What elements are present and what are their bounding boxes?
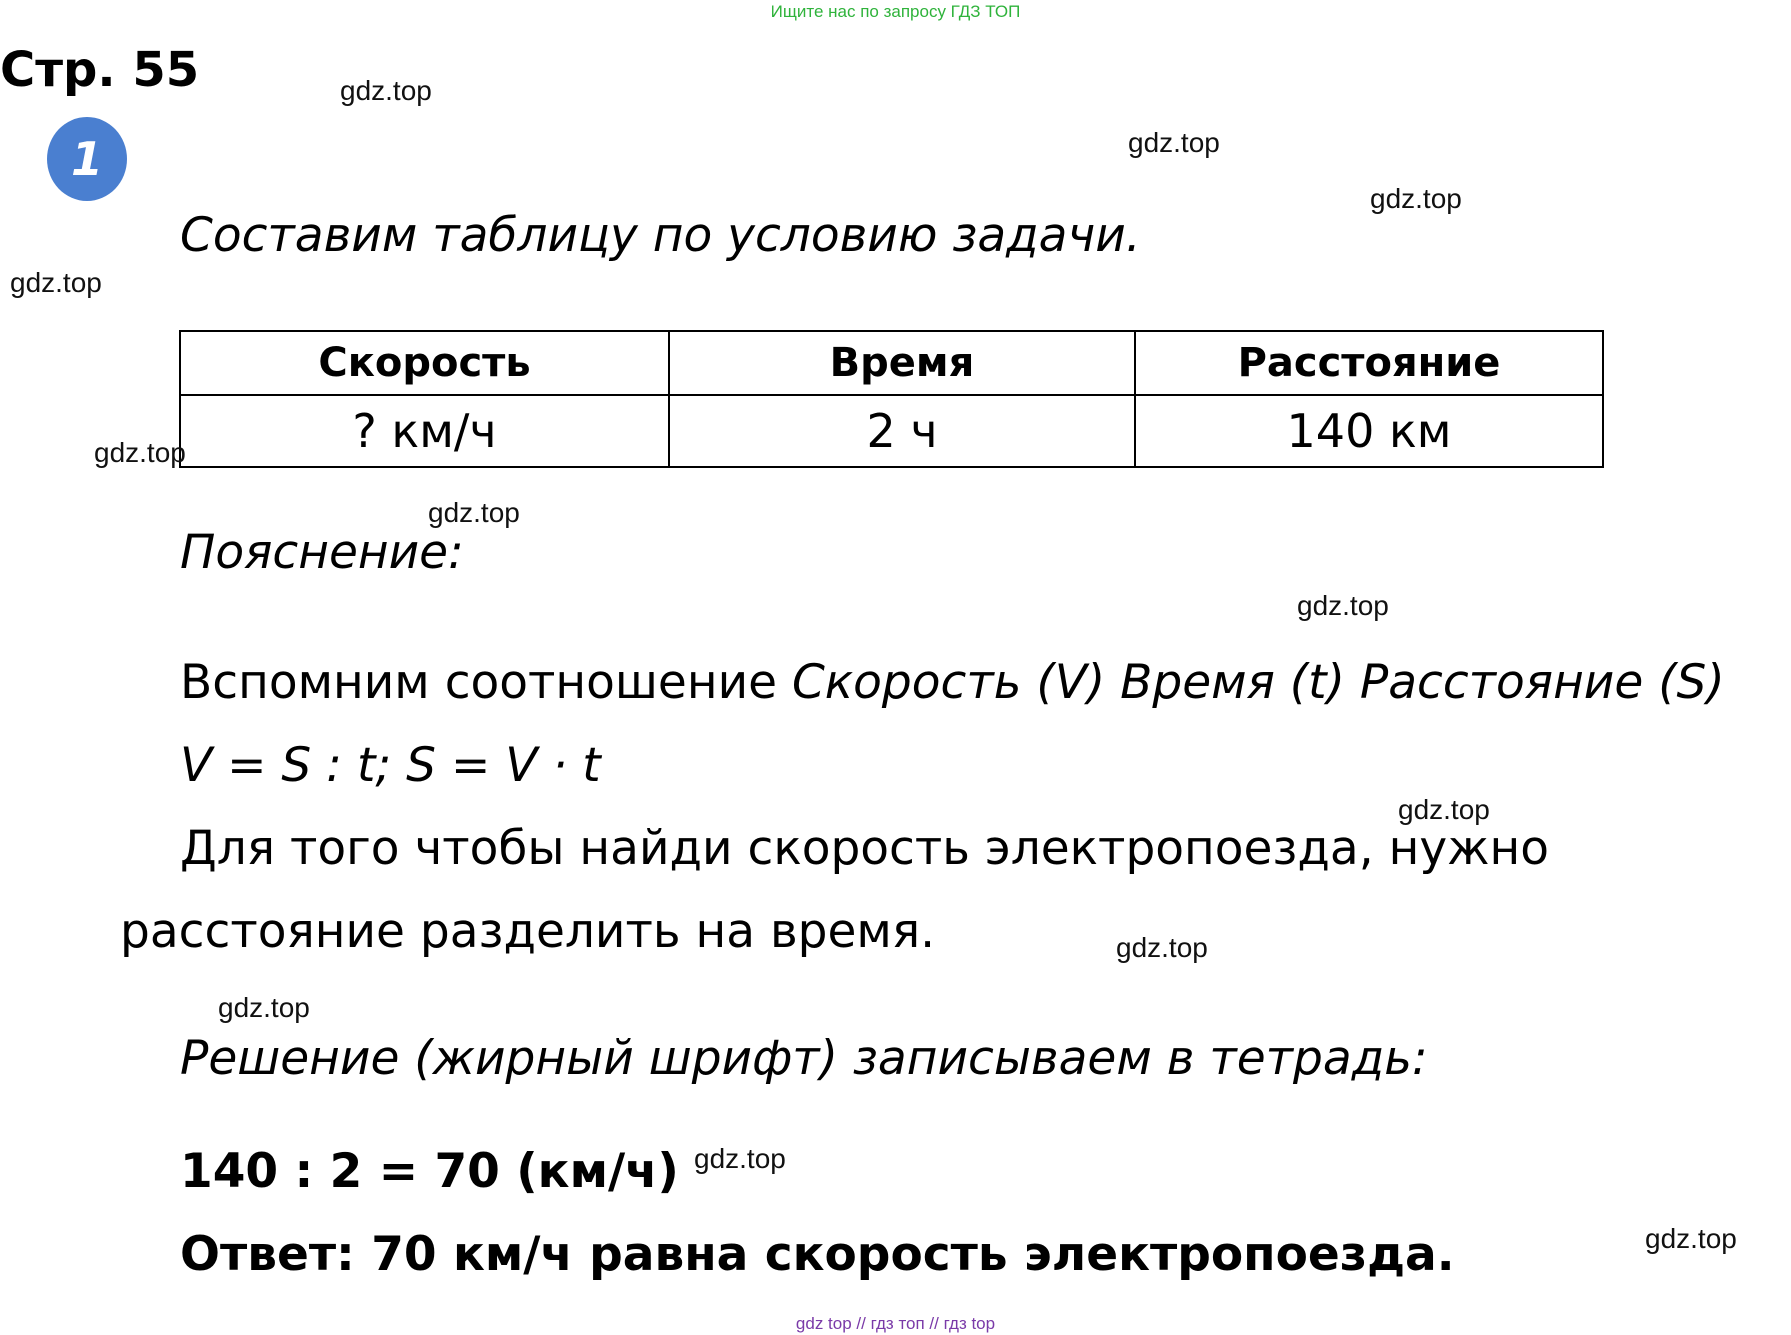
- header-time: Время: [669, 331, 1135, 395]
- watermark: gdz.top: [1370, 183, 1462, 214]
- watermark: gdz.top: [218, 992, 310, 1023]
- condition-table: [179, 330, 1604, 468]
- header-distance: Расстояние: [1135, 331, 1603, 395]
- relation-terms: Скорость (V) Время (t) Расстояние (S): [791, 655, 1725, 710]
- formula: V = S : t; S = V · t: [180, 738, 601, 793]
- header-speed: Скорость: [180, 331, 669, 395]
- table-row: [180, 395, 1603, 467]
- page-number: Стр. 55: [0, 42, 200, 98]
- watermark: gdz.top: [694, 1143, 786, 1174]
- answer-line: Ответ: 70 км/ч равна скорость электропоезда.: [180, 1227, 1455, 1282]
- rule-line-2: расстояние разделить на время.: [120, 904, 936, 959]
- solution-expression: 140 : 2 = 70 (км/ч): [180, 1144, 679, 1199]
- rule-line-1: Для того чтобы найди скорость электропоезда, нужно: [180, 821, 1549, 876]
- intro-text: Составим таблицу по условию задачи.: [180, 208, 1141, 263]
- cell-speed: ? км/ч: [180, 395, 669, 467]
- search-hint-banner: Ищите нас по запросу ГДЗ ТОП: [770, 2, 1021, 21]
- relation-line: [180, 652, 1725, 714]
- explanation-label: Пояснение:: [180, 525, 464, 580]
- watermark: gdz.top: [1645, 1223, 1737, 1254]
- table-header-row: [180, 331, 1603, 395]
- watermark: gdz.top: [10, 267, 102, 298]
- footer-links: gdz top // гдз топ // гдз top: [795, 1314, 996, 1333]
- solution-label: Решение (жирный шрифт) записываем в тетрадь:: [180, 1031, 1428, 1086]
- watermark: gdz.top: [1116, 932, 1208, 963]
- relation-prefix: Вспомним соотношение: [180, 655, 792, 710]
- watermark: gdz.top: [1128, 127, 1220, 158]
- watermark: gdz.top: [94, 437, 186, 468]
- watermark: gdz.top: [1297, 590, 1389, 621]
- cell-time: 2 ч: [669, 395, 1135, 467]
- watermark: gdz.top: [1398, 794, 1490, 825]
- task-number-badge: 1: [47, 117, 127, 201]
- watermark: gdz.top: [340, 75, 432, 106]
- cell-distance: 140 км: [1135, 395, 1603, 467]
- watermark: gdz.top: [428, 497, 520, 528]
